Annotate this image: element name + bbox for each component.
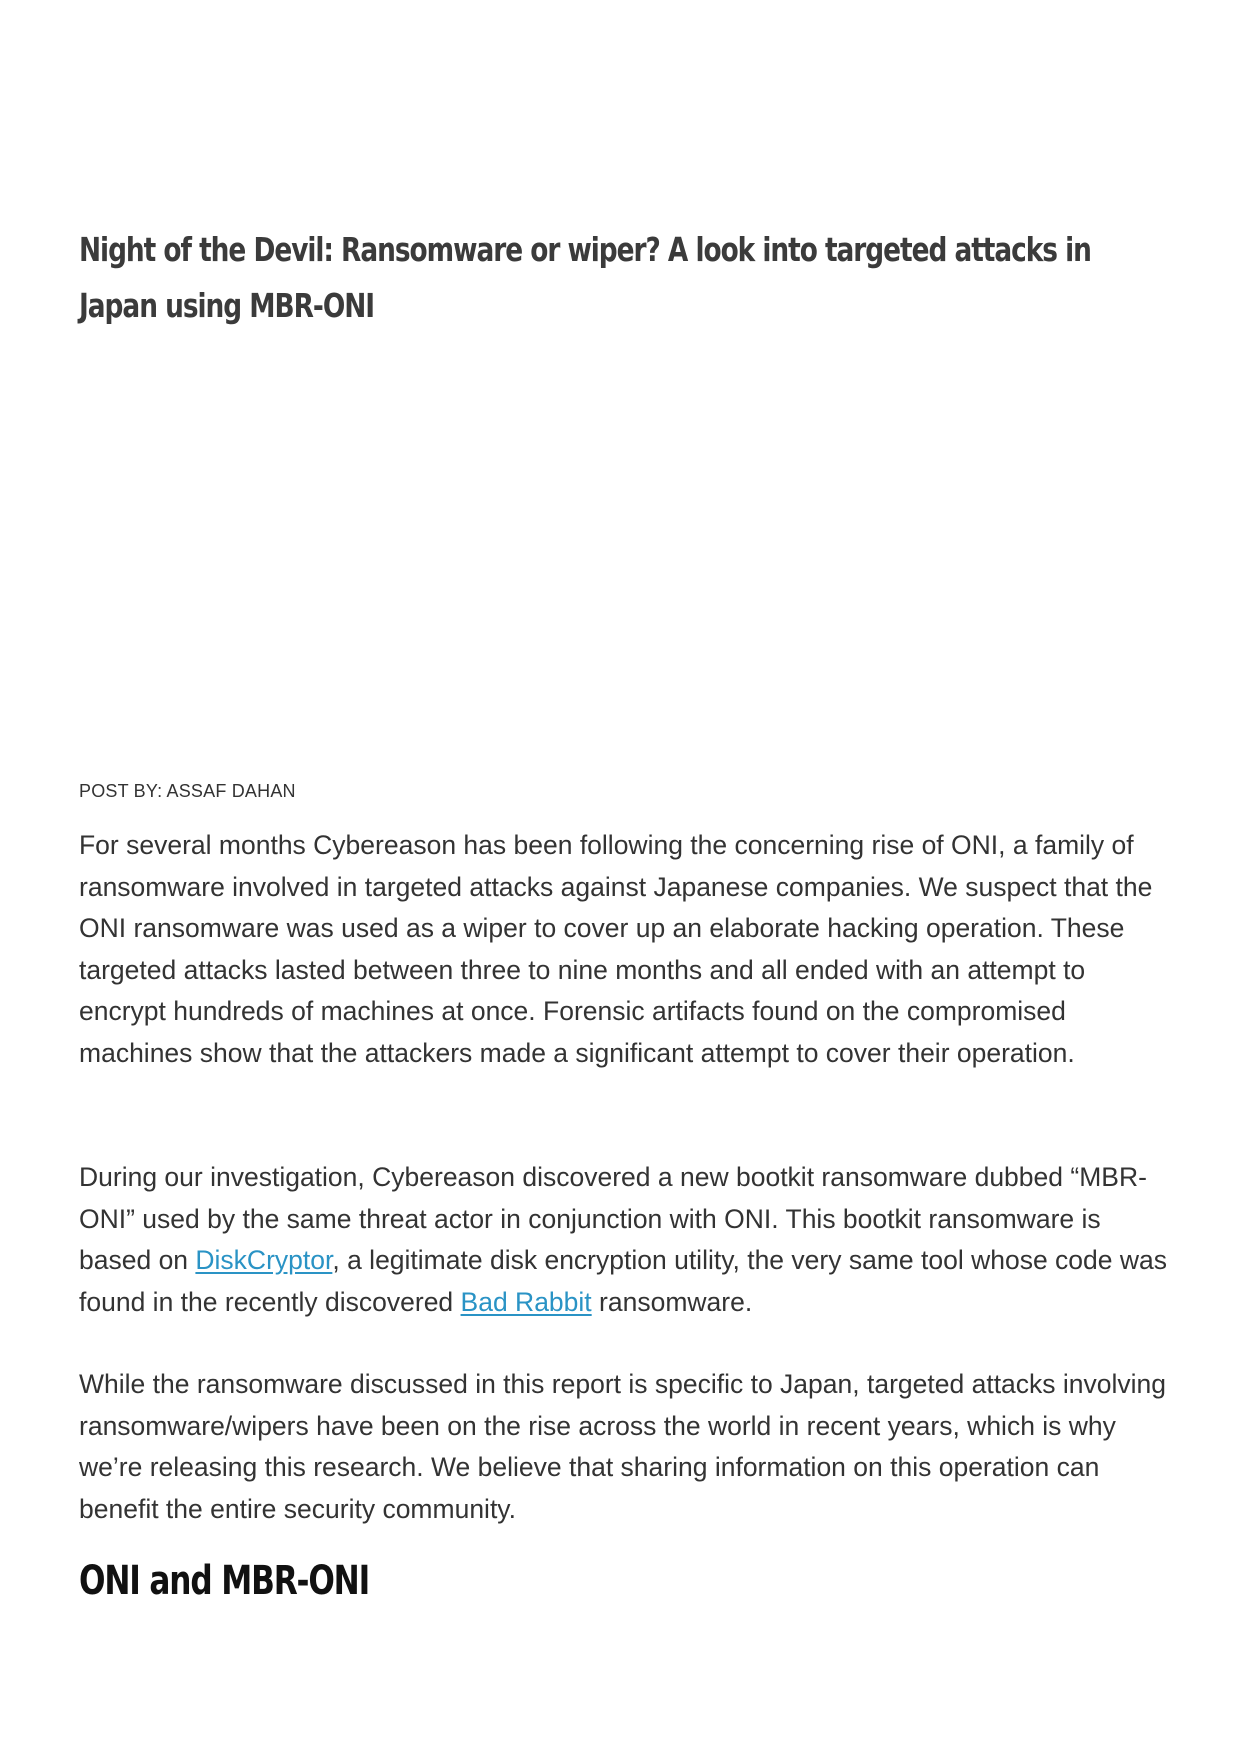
paragraph-text: , a legitimate disk encryption utility, the very same tool whose code was found in the recently discovered <box>79 1245 1168 1317</box>
article-page <box>79 0 1169 1753</box>
intro-paragraph: For several months Cybereason has been following the concerning rise of ONI, a family of ransomware involved in targeted attacks against Japanese companies. We suspect that the ONI ransomware was used as a wiper to cover up an elaborate hacking operation. These targeted attacks lasted between three to nine months and all ended with an attempt to encrypt hundreds of machines at once. Forensic artifacts found on the compromised machines show that the attackers made a significant attempt to cover their operation. <box>79 830 1153 1068</box>
section-heading: ONI and MBR-ONI <box>79 1558 370 1604</box>
article-title: Night of the Devil: Ransomware or wiper? A look into targeted attacks in Japan using MBR-ONI <box>79 230 1091 325</box>
author-byline: POST BY: ASSAF DAHAN <box>79 781 296 801</box>
paragraph-text: During our investigation, Cybereason discovered a new bootkit ransomware dubbed “MBR-ONI” used by the same threat actor in conjunction with ONI. This bootkit ransomware is based on <box>79 1162 1147 1275</box>
bad-rabbit-link[interactable]: Bad Rabbit <box>460 1286 592 1317</box>
context-paragraph: While the ransomware discussed in this report is specific to Japan, targeted attacks involving ransomware/wipers have been on the rise across the world in recent years, which is why we’re releasing this research. We believe that sharing information on this operation can benefit the entire security community. <box>79 1369 1167 1524</box>
diskcryptor-link[interactable]: DiskCryptor <box>195 1245 333 1275</box>
paragraph-text: ransomware. <box>591 1286 753 1317</box>
investigation-paragraph <box>79 1157 1169 1323</box>
